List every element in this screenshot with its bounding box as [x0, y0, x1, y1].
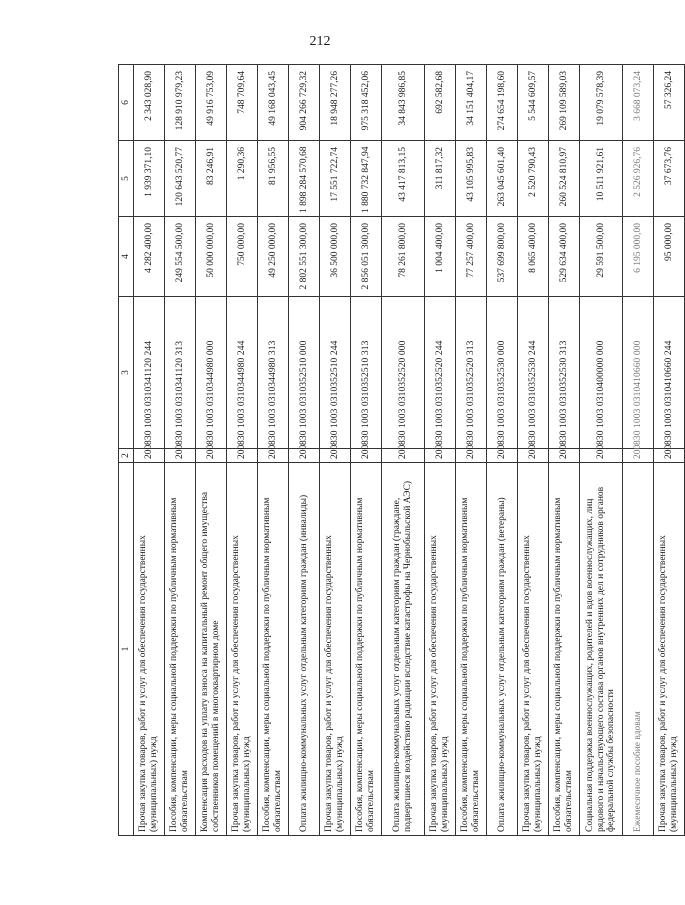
row-plan-cell: 249 554 500,00 — [165, 217, 196, 297]
row-remaining-cell: 19 079 578,39 — [580, 65, 623, 141]
row-name-cell: Пособия, компенсации, меры социальной поддержки по публичным нормативным обязательствам — [456, 463, 487, 836]
row-plan-cell: 2 802 551 300,00 — [289, 217, 320, 297]
row-col2-cell: 200 — [134, 449, 165, 463]
row-col2-cell: 200 — [456, 449, 487, 463]
header-col-2: 2 — [119, 449, 134, 463]
table-row — [165, 65, 196, 836]
row-col2-cell: 200 — [518, 449, 549, 463]
row-remaining-cell: 128 910 979,23 — [165, 65, 196, 141]
row-code-cell: 830 1003 0310352510 313 — [351, 297, 382, 449]
row-col2-cell: 200 — [289, 449, 320, 463]
row-name-cell: Пособия, компенсации, меры социальной поддержки по публичным нормативным обязательствам — [258, 463, 289, 836]
row-plan-cell: 49 250 000,00 — [258, 217, 289, 297]
row-col2-cell: 200 — [258, 449, 289, 463]
row-name-cell: Оплата жилищно-коммунальных услуг отдельным категориям граждан (граждане, подвергшиеся воздействию радиации вследствие катастрофы на Чернобыльской АЭС) — [382, 463, 425, 836]
row-name-cell: Прочая закупка товаров, работ и услуг для обеспечения государственных (муниципальных) нужд — [134, 463, 165, 836]
row-executed-cell: 1 290,36 — [227, 141, 258, 217]
row-name-cell: Оплата жилищно-коммунальных услуг отдельным категориям граждан (инвалиды) — [289, 463, 320, 836]
table-row — [134, 65, 165, 836]
row-remaining-cell: 269 109 589,03 — [549, 65, 580, 141]
row-executed-cell: 260 524 810,97 — [549, 141, 580, 217]
table-row — [487, 65, 518, 836]
row-col2-cell: 200 — [487, 449, 518, 463]
row-plan-cell: 77 257 400,00 — [456, 217, 487, 297]
row-code-cell: 830 1003 0310410660 000 — [623, 297, 654, 449]
row-code-cell: 830 1003 0310344980 313 — [258, 297, 289, 449]
row-remaining-cell: 57 326,24 — [654, 65, 685, 141]
row-plan-cell: 750 000,00 — [227, 217, 258, 297]
row-plan-cell: 4 282 400,00 — [134, 217, 165, 297]
header-col-3: 3 — [119, 297, 134, 449]
table-row — [456, 65, 487, 836]
row-plan-cell: 50 000 000,00 — [196, 217, 227, 297]
row-col2-cell: 200 — [654, 449, 685, 463]
row-executed-cell: 1 939 371,10 — [134, 141, 165, 217]
row-executed-cell: 37 673,76 — [654, 141, 685, 217]
row-code-cell: 830 1003 0310352520 313 — [456, 297, 487, 449]
row-remaining-cell: 748 709,64 — [227, 65, 258, 141]
table-row — [580, 65, 623, 836]
row-code-cell: 830 1003 0310341120 313 — [165, 297, 196, 449]
rotated-table-wrapper — [118, 65, 679, 836]
table-row — [382, 65, 425, 836]
row-col2-cell: 200 — [320, 449, 351, 463]
row-executed-cell: 263 045 601,40 — [487, 141, 518, 217]
table-row — [549, 65, 580, 836]
row-executed-cell: 1 880 732 847,94 — [351, 141, 382, 217]
row-col2-cell: 200 — [623, 449, 654, 463]
table-row — [196, 65, 227, 836]
row-remaining-cell: 5 544 609,57 — [518, 65, 549, 141]
row-code-cell: 830 1003 0310352530 000 — [487, 297, 518, 449]
row-col2-cell: 200 — [549, 449, 580, 463]
row-executed-cell: 2 526 926,76 — [623, 141, 654, 217]
row-executed-cell: 17 551 722,74 — [320, 141, 351, 217]
row-name-cell: Компенсация расходов на уплату взноса на капитальный ремонт общего имущества собственников помещений в многоквартирном доме — [196, 463, 227, 836]
row-remaining-cell: 18 948 277,26 — [320, 65, 351, 141]
row-executed-cell: 83 246,91 — [196, 141, 227, 217]
row-name-cell: Ежемесячное пособие вдовам — [623, 463, 654, 836]
table-row — [289, 65, 320, 836]
row-code-cell: 830 1003 0310352510 244 — [320, 297, 351, 449]
header-row — [119, 65, 134, 836]
row-code-cell: 830 1003 0310344980 244 — [227, 297, 258, 449]
table-row — [351, 65, 382, 836]
row-code-cell: 830 1003 0310400000 000 — [580, 297, 623, 449]
row-executed-cell: 10 511 921,61 — [580, 141, 623, 217]
row-remaining-cell: 34 151 404,17 — [456, 65, 487, 141]
row-plan-cell: 1 004 400,00 — [425, 217, 456, 297]
table-row — [258, 65, 289, 836]
row-name-cell: Прочая закупка товаров, работ и услуг для обеспечения государственных (муниципальных) нужд — [425, 463, 456, 836]
row-code-cell: 830 1003 0310352520 244 — [425, 297, 456, 449]
row-name-cell: Пособия, компенсации, меры социальной поддержки по публичным нормативным обязательствам — [165, 463, 196, 836]
row-remaining-cell: 49 916 753,09 — [196, 65, 227, 141]
row-plan-cell: 6 195 000,00 — [623, 217, 654, 297]
row-col2-cell: 200 — [382, 449, 425, 463]
table-row — [518, 65, 549, 836]
row-name-cell: Пособия, компенсации, меры социальной поддержки по публичным нормативным обязательствам — [351, 463, 382, 836]
row-col2-cell: 200 — [351, 449, 382, 463]
row-plan-cell: 537 699 800,00 — [487, 217, 518, 297]
row-remaining-cell: 34 843 986,85 — [382, 65, 425, 141]
row-plan-cell: 8 065 400,00 — [518, 217, 549, 297]
row-remaining-cell: 49 168 043,45 — [258, 65, 289, 141]
table-row — [623, 65, 654, 836]
row-executed-cell: 311 817,32 — [425, 141, 456, 217]
row-remaining-cell: 3 668 073,24 — [623, 65, 654, 141]
row-remaining-cell: 2 343 028,90 — [134, 65, 165, 141]
row-name-cell: Прочая закупка товаров, работ и услуг для обеспечения государственных (муниципальных) нужд — [227, 463, 258, 836]
row-col2-cell: 200 — [165, 449, 196, 463]
row-code-cell: 830 1003 0310344980 000 — [196, 297, 227, 449]
row-remaining-cell: 975 318 452,06 — [351, 65, 382, 141]
table-row — [654, 65, 685, 836]
row-plan-cell: 29 591 500,00 — [580, 217, 623, 297]
row-name-cell: Социальная поддержка военнослужащих, родителей и вдов военнослужащих, лиц рядового и начальствующего состава органов внутренних дел и сотрудников органов федеральной службы безопасности — [580, 463, 623, 836]
row-plan-cell: 529 634 400,00 — [549, 217, 580, 297]
row-code-cell: 830 1003 0310352530 313 — [549, 297, 580, 449]
row-executed-cell: 1 898 284 570,68 — [289, 141, 320, 217]
row-col2-cell: 200 — [196, 449, 227, 463]
row-plan-cell: 36 500 000,00 — [320, 217, 351, 297]
row-remaining-cell: 692 582,68 — [425, 65, 456, 141]
row-col2-cell: 200 — [425, 449, 456, 463]
row-name-cell: Прочая закупка товаров, работ и услуг для обеспечения государственных (муниципальных) нужд — [654, 463, 685, 836]
row-plan-cell: 95 000,00 — [654, 217, 685, 297]
row-name-cell: Прочая закупка товаров, работ и услуг для обеспечения государственных (муниципальных) нужд — [518, 463, 549, 836]
row-code-cell: 830 1003 0310352510 000 — [289, 297, 320, 449]
header-col-4: 4 — [119, 217, 134, 297]
row-executed-cell: 120 643 520,77 — [165, 141, 196, 217]
row-name-cell: Пособия, компенсации, меры социальной поддержки по публичным нормативным обязательствам — [549, 463, 580, 836]
header-col-1: 1 — [119, 463, 134, 836]
table-row — [320, 65, 351, 836]
row-executed-cell: 43 105 995,83 — [456, 141, 487, 217]
row-remaining-cell: 904 266 729,32 — [289, 65, 320, 141]
row-col2-cell: 200 — [227, 449, 258, 463]
table-row — [227, 65, 258, 836]
row-executed-cell: 81 956,55 — [258, 141, 289, 217]
table-row — [425, 65, 456, 836]
page-number: 212 — [309, 34, 331, 49]
row-name-cell: Прочая закупка товаров, работ и услуг для обеспечения государственных (муниципальных) нужд — [320, 463, 351, 836]
row-executed-cell: 2 520 790,43 — [518, 141, 549, 217]
row-executed-cell: 43 417 813,15 — [382, 141, 425, 217]
row-plan-cell: 78 261 800,00 — [382, 217, 425, 297]
row-col2-cell: 200 — [580, 449, 623, 463]
row-code-cell: 830 1003 0310352530 244 — [518, 297, 549, 449]
row-remaining-cell: 274 654 198,60 — [487, 65, 518, 141]
row-code-cell: 830 1003 0310352520 000 — [382, 297, 425, 449]
row-name-cell: Оплата жилищно-коммунальных услуг отдельным категориям граждан (ветераны) — [487, 463, 518, 836]
header-col-5: 5 — [119, 141, 134, 217]
row-code-cell: 830 1003 0310410660 244 — [654, 297, 685, 449]
row-code-cell: 830 1003 0310341120 244 — [134, 297, 165, 449]
header-col-6: 6 — [119, 65, 134, 141]
row-plan-cell: 2 856 051 300,00 — [351, 217, 382, 297]
budget-table — [118, 64, 685, 836]
